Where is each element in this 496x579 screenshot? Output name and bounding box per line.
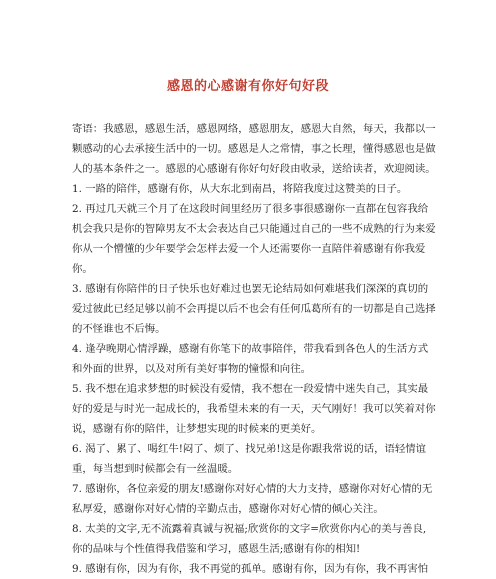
paragraph-item-7: 7. 感谢你，各位亲爱的朋友!感谢你对好心情的大力支持，感谢你对好心情的无私厚爱，感谢你对好心情的辛勤点击，感谢你对好心情的倾心关注。 [72, 483, 433, 515]
paragraph-intro: 寄语：我感恩，感恩生活，感恩网络，感恩朋友，感恩大自然，每天，我都以一颗感动的心去承接生活中的一切。感恩是人之常情，事之长理，懂得感恩也是做人的基本条件之一。感恩的心感谢有你好句好段由收录，送给读者，欢迎阅读。 [72, 123, 436, 175]
paragraph-item-3: 3. 感谢有你陪伴的日子快乐也好难过也罢无论结局如何难堪我们深深的真切的爱过彼此已经足够以前不会再提以后不也会有任何瓜葛所有的一切都是自己选择的不怪谁也不后悔。 [72, 283, 436, 335]
paragraph-item-8: 8. 太美的文字,无不流露着真诚与祝福;欣赏你的文字=欣赏你内心的美与善良,你的品味与个性值得我借鉴和学习，感恩生活;感谢有你的相知! [72, 523, 427, 555]
document-title: 感恩的心感谢有你好句好段 [166, 79, 329, 94]
paragraph-item-6: 6. 渴了、累了、喝红牛!闷了、烦了、找兄弟!这是你跟我常说的话，语轻情谊重，每当想到时候都会有一丝温暖。 [72, 443, 427, 475]
paragraph-item-1: 1. 一路的陪伴，感谢有你，从大东北到南昌，将陪我度过这赞美的日子。 [72, 183, 408, 195]
paragraph-item-4: 4. 逢孕晚期心情浮躁，感谢有你笔下的故事陪伴，带我看到各色人的生活方式和外面的世界，以及对所有美好事物的憧憬和向往。 [72, 343, 429, 375]
paragraph-item-5: 5. 我不想在追求梦想的时候没有爱情，我不想在一段爱情中迷失自己，其实最好的爱是与时光一起成长的，我希望未来的有一天，天气刚好！我可以笑着对你说，感谢有你的陪伴，让梦想实现的时候来的更美好。 [72, 383, 436, 435]
document-body [72, 119, 436, 579]
paragraph-item-9: 9. 感谢有你，因为有你，我不再觉的孤单。感谢有你，因为有你，我不再害怕 [72, 563, 429, 575]
paragraph-item-2: 2. 再过几天就三个月了在这段时间里经历了很多事很感谢你一直都在包容我给机会我只是你的智障男友不太会表达自己只能通过自己的一些不成熟的行为来爱你从一个懵懂的少年要学会怎样去爱一个人还需要你一直陪伴着感谢有你我爱你。 [72, 203, 436, 275]
